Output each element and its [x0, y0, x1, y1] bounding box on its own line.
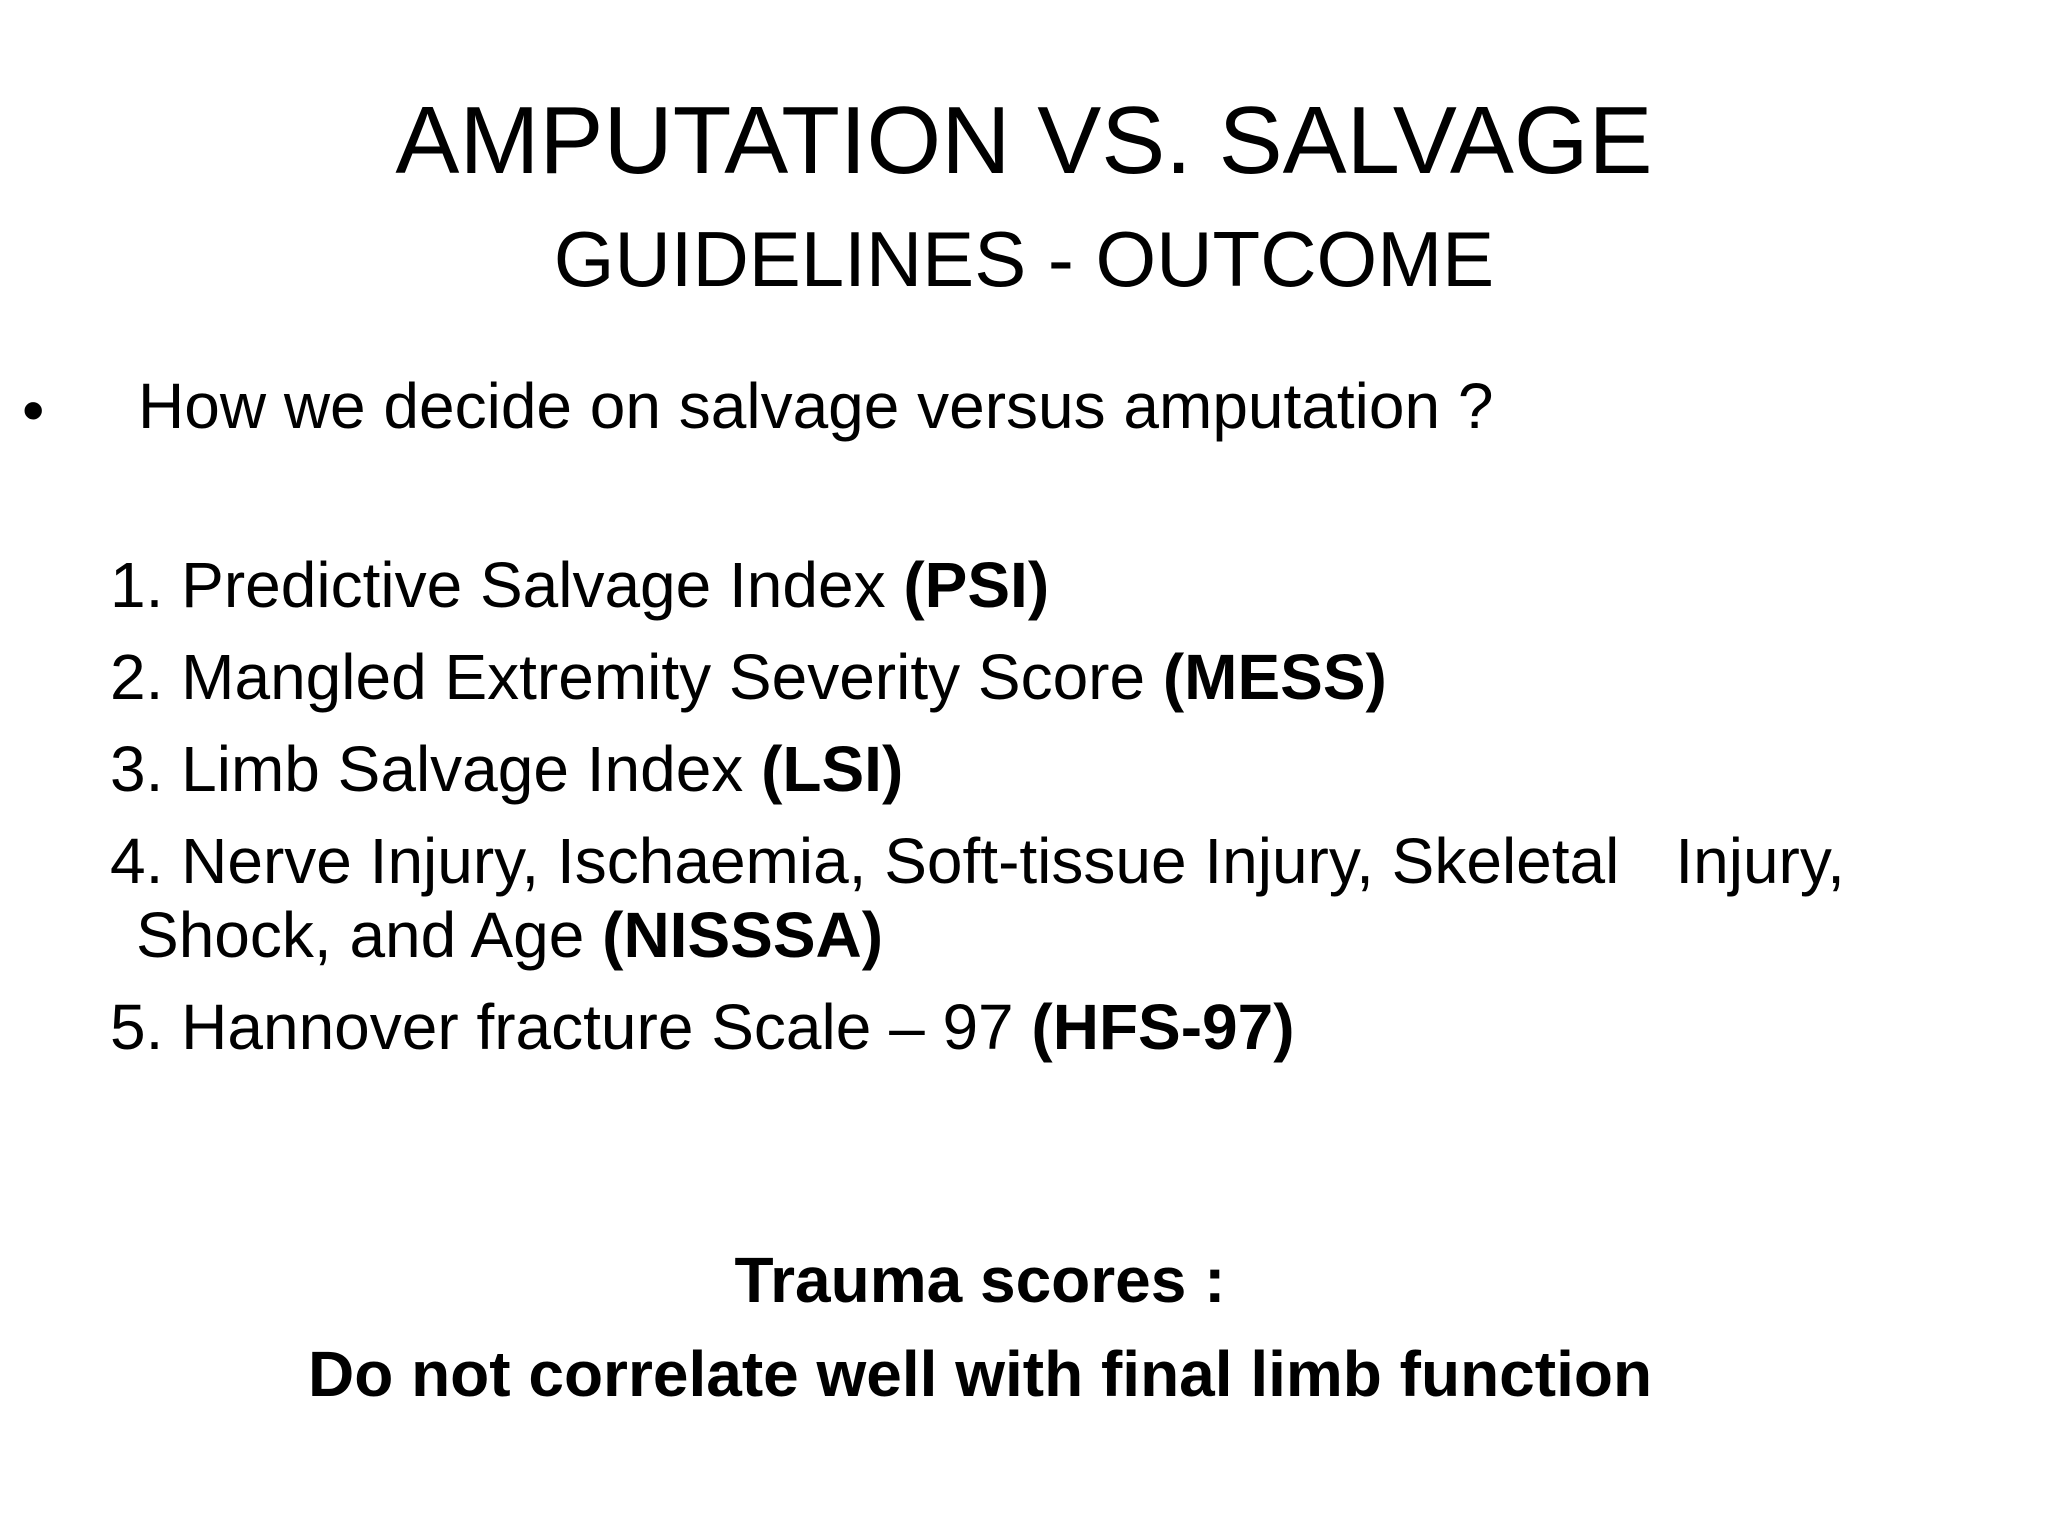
list-item-abbr: (LSI)	[761, 733, 904, 805]
slide-title: AMPUTATION VS. SALVAGE	[395, 87, 1653, 194]
conclusion-heading: Trauma scores :	[734, 1244, 1226, 1316]
list-item-abbr: (MESS)	[1162, 641, 1387, 713]
list-item-abbr: (NISSSA)	[602, 899, 884, 971]
conclusion-statement: Do not correlate well with final limb function	[307, 1338, 1653, 1410]
bullet-marker: •	[22, 374, 45, 446]
score-list	[110, 548, 2030, 1082]
list-item-text: 5. Hannover fracture Scale – 97	[110, 991, 1032, 1063]
list-item-text: 2. Mangled Extremity Severity Score	[110, 641, 1163, 713]
list-item-text: 3. Limb Salvage Index	[110, 733, 762, 805]
list-item	[110, 824, 2030, 972]
list-item-text-continued: Injury, Shock, and Age	[136, 825, 1845, 971]
list-item-abbr: (HFS-97)	[1031, 991, 1295, 1063]
bullet-question: How we decide on salvage versus amputation ?	[138, 370, 1494, 442]
list-item-text: 4. Nerve Injury, Ischaemia, Soft-tissue Injury, Skeletal	[110, 825, 1620, 897]
list-item	[110, 548, 2030, 622]
list-item-abbr: (PSI)	[903, 549, 1050, 621]
list-item	[110, 990, 2030, 1064]
list-item	[110, 640, 2030, 714]
list-item-text: 1. Predictive Salvage Index	[110, 549, 904, 621]
list-item	[110, 732, 2030, 806]
slide-subtitle: GUIDELINES - OUTCOME	[553, 215, 1495, 303]
